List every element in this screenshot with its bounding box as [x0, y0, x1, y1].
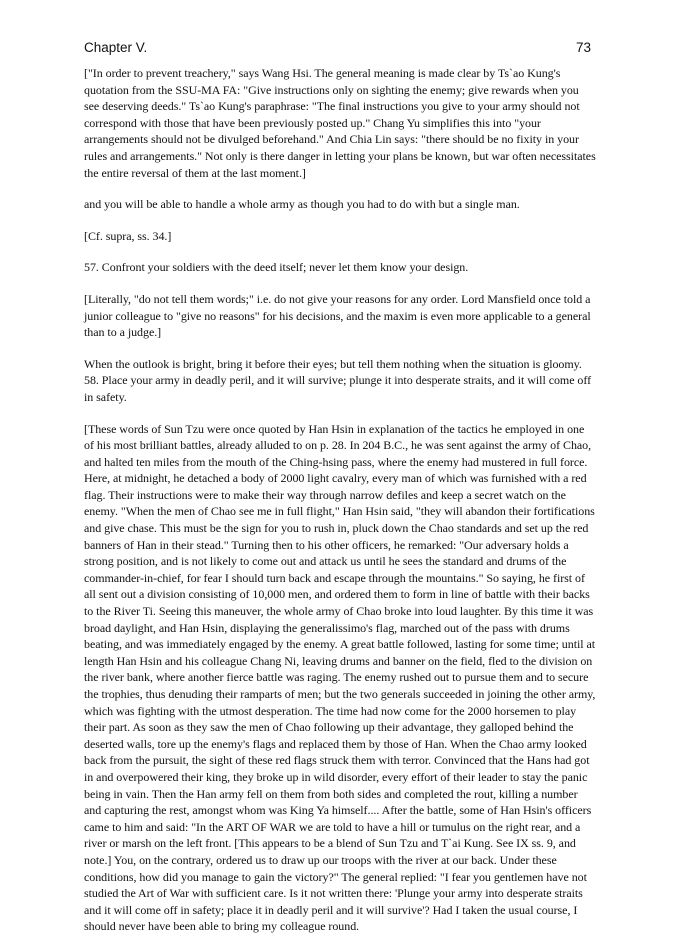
paragraph-cross-reference: [Cf. supra, ss. 34.]: [84, 228, 172, 243]
chapter-label: Chapter V.: [84, 40, 148, 55]
paragraph-commentary-treachery: ["In order to prevent treachery," says Wang Hsi. The general meaning is made clear by Ts`ao Kung's quotation from the SSU-MA FA: "Give instructions only on sighting the enemy; give rewards when you see deserving deeds." Ts`ao Kung's paraphrase: "The final instructions you give to your army should not correspond with those that have been previously posted up." Chang Yu simplifies this into "your arrangements should not be divulged beforehand." And Chia Lin says: "there should be no fixity in your rules and arrangements." Not only is there danger in letting your plans be known, but war often necessitates the entire reversal of them at the last moment.]: [84, 66, 596, 180]
paragraph-section-58: When the outlook is bright, bring it before their eyes; but tell them nothing when the situation is gloomy. 58. Place your army in deadly peril, and it will survive; plunge it into desperate straits, and it will come off in safety.: [84, 356, 592, 404]
body-text: [84, 65, 596, 950]
paragraph-commentary-han-hsin: [These words of Sun Tzu were once quoted by Han Hsin in explanation of the tactics he employed in one of his most brilliant battles, already alluded to on p. 28. In 204 B.C., he was sent against the army of Chao, and halted ten miles from the mouth of the Ching-hsing pass, where the enemy had mustered in full force. Here, at midnight, he detached a body of 2000 light cavalry, every man of which was furnished with a red flag. Their instructions were to make their way through narrow defiles and keep a secret watch on the enemy. "When the men of Chao see me in full flight," Han Hsin said, "they will abandon their fortifications and give chase. This must be the sign for you to rush in, pluck down the Chao standards and set up the red banners of Han in their stead." Turning then to his other officers, he remarked: "Our adversary holds a strong position, and is not likely to come out and attack us until he sees the standard and drums of the commander-in-chief, for fear I should turn back and escape through the mountains." So saying, he first of all sent out a division consisting of 10,000 men, and ordered them to form in line of battle with their backs to the River Ti. Seeing this maneuver, the whole army of Chao broke into loud laughter. By this time it was broad daylight, and Han Hsin, displaying the generalissimo's flag, marched out of the pass with drums beating, and was immediately engaged by the enemy. A great battle followed, lasting for some time; until at length Han Hsin and his colleague Chang Ni, leaving drums and banner on the field, fled to the division on the river bank, where another fierce battle was raging. The enemy rushed out to pursue them and to secure the trophies, thus denuding their ramparts of men; but the two generals succeeded in joining the other army, which was fighting with the utmost desperation. The time had now come for the 2000 horsemen to play their part. As soon as they saw the men of Chao following up their advantage, they galloped behind the deserted walls, tore up the enemy's flags and replaced them by those of Han. When the Chao army looked back from the pursuit, the sight of these red flags struck them with terror. Convinced that the Hans had got in and overpowered their king, they broke up in wild disorder, every effort of their leader to stay the panic being in vain. Then the Han army fell on them from both sides and completed the rout, killing a number and capturing the rest, amongst whom was King Ya himself.... After the battle, some of Han Hsin's officers came to him and said: "In the ART OF WAR we are told to have a hill or tumulus on the right rear, and a river or marsh on the left front. [This appears to be a blend of Sun Tzu and T`ai Kung. See IX ss. 9, and note.] You, on the contrary, ordered us to draw up our troops with the river at our back. Under these conditions, how did you manage to gain the victory?" The general replied: "I fear you gentlemen have not studied the Art of War with sufficient care. Is it not written there: 'Plunge your army into desperate straits and it will come off in safety; place it in deadly peril and it will survive'? Had I taken the usual course, I should never have been able to bring my colleague round.: [84, 421, 596, 934]
paragraph-commentary-no-reasons: [Literally, "do not tell them words;" i.e. do not give your reasons for any order. Lord Mansfield once told a junior colleague to "give no reasons" for his decisions, and the maxim is even more applicable to a general than to a judge.]: [84, 291, 591, 340]
page-number: 73: [575, 40, 591, 55]
running-header: [84, 40, 591, 58]
paragraph-single-man: and you will be able to handle a whole army as though you had to do with but a single man.: [84, 197, 520, 212]
paragraph-section-57: 57. Confront your soldiers with the deed itself; never let them know your design.: [84, 260, 469, 275]
